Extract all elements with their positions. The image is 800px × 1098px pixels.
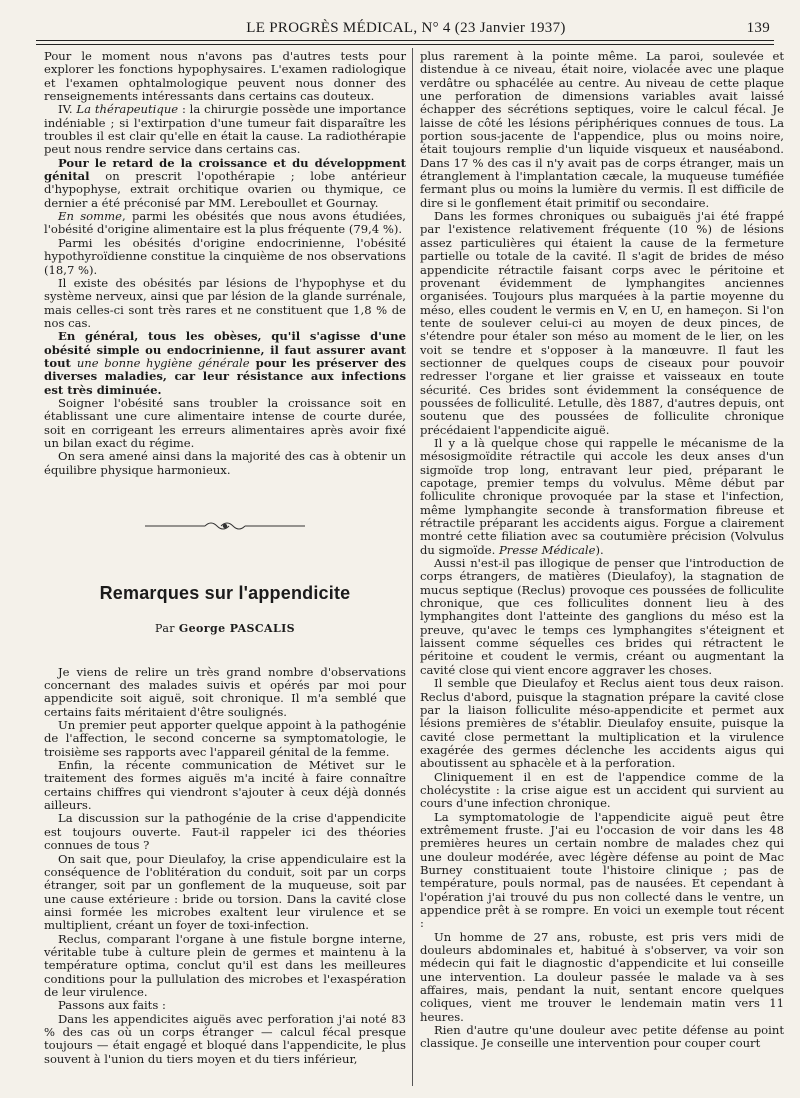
- paragraph: plus rarement à la pointe même. La paroi, soulevée et distendue à ce niveau, était noire, violacée avec une plaque verdâtre ou sphacélée au centre. Au niveau de cette plaque une perforation de dimensions variables avait laissé échapper des sécrétions septiques, voire le calcul fécal. Je laisse de côté les lésions périphériques connues de tous. La portion sous-jacente de l'appendice, plus ou moins noire, était toujours remplie d'un liquide visqueux et nauséabond. Dans 17 % des cas il n'y avait pas de corps étranger, mais un étranglement à l'implantation cæcale, la muqueuse tuméfiée fermant plus ou moins la lumière du vermis. Il est difficile de dire si le gonflement était primitif ou secondaire.: [420, 49, 784, 210]
- paragraph: On sait que, pour Dieulafoy, la crise appendiculaire est la conséquence de l'oblitération du conduit, soit par un corps étranger, soit par un gonflement de la muqueuse, soit par une cause extérieure : bride ou torsion. Dans la cavité close ainsi formée les microbes exaltent leur virulence et se multiplient, créant un foyer de toxi-infection.: [44, 851, 406, 933]
- journal-title: LE PROGRÈS MÉDICAL, N° 4 (23 Janvier 1937): [246, 20, 566, 36]
- paragraph: La symptomatologie de l'appendicite aiguë peut être extrêmement fruste. J'ai eu l'occasion de voir dans les 48 premières heures un certain nombre de malades chez qui une douleur modérée, avec légère défense au point de Mac Burney constituaient toute l'histoire clinique ; pas de température, pouls normal, pas de nausées. Et cependant à l'opération j'ai trouvé du pus non collecté dans le ventre, un appendice prêt à se rompre. En voici un exemple tout récent :: [420, 809, 784, 931]
- right-column: [420, 50, 784, 1051]
- running-header: [42, 14, 770, 42]
- page-number: 139: [746, 20, 770, 36]
- paragraph: Cliniquement il en est de l'appendice comme de la cholécystite : la crise aigue est un accident qui survient au cours d'une infection chronique.: [420, 769, 784, 811]
- paragraph: Passons aux faits :: [58, 998, 166, 1013]
- header-rule: [36, 40, 774, 45]
- paragraph: Parmi les obésités d'origine endocrinienne, l'obésité hypothyroïdienne constitue la cinquième de nos observations (18,7 %).: [44, 235, 406, 277]
- paragraph: Soigner l'obésité sans troubler la croissance soit en établissant une cure alimentaire intense de courte durée, soit en corrigeant les erreurs alimentaires après avoir fixé un bilan exact du régime.: [44, 395, 406, 450]
- paragraph: Enfin, la récente communication de Métivet sur le traitement des formes aiguës m'a incité à faire connaître certains chiffres qui viendront s'ajouter à ceux déjà donnés ailleurs.: [44, 758, 406, 813]
- paragraph: Pour le moment nous n'avons pas d'autres tests pour explorer les fonctions hypophysaires. L'examen radiologique et l'examen ophtalmologique peuvent nous donner des renseignements intéressants dans certains cas douteux.: [44, 49, 406, 104]
- paragraph: IV. La thérapeutique : la chirurgie possède une importance indéniable ; si l'extirpation d'une tumeur fait disparaître les troubles il est clair qu'elle en était la cause. La radiothérapie peut nous rendre service dans certains cas.: [44, 102, 406, 157]
- paragraph: Il existe des obésités par lésions de l'hypophyse et du système nerveux, ainsi que par lésion de la glande surrénale, mais celles-ci sont très rares et ne constituent que 1,8 % de nos cas.: [44, 275, 406, 330]
- paragraph: Il semble que Dieulafoy et Reclus aient tous deux raison. Reclus d'abord, puisque la stagnation prépare la cavité close par la liaison folliculite méso-appendicite et permet aux lésions premières de s'établir. Dieulafoy ensuite, puisque la cavité close permettant la multiplication et la virulence exagérée des germes déclenche les accidents aigus qui aboutissent au sphacèle et à la perforation.: [420, 676, 784, 771]
- byline: Par George PASCALIS: [155, 622, 295, 636]
- paragraph: Il y a là quelque chose qui rappelle le mécanisme de la mésosigmoïdite rétractile qui accole les deux anses d'un sigmoïde trop long, entravant leur pied, préparant le capotage, premier temps du volvulus. Même début par folliculite chronique provoquée par la stase et l'infection, même lymphangite seconde à transformation fibreuse et rétractile préparant les accidents aigus. Forgue a clairement montré cette filiation avec sa coutumière précision (Volvulus du sigmoïde. Presse Médicale).: [420, 435, 784, 557]
- paragraph: En somme, parmi les obésités que nous avons étudiées, l'obésité d'origine alimentaire est la plus fréquente (79,4 %).: [44, 209, 406, 237]
- paragraph: Un homme de 27 ans, robuste, est pris vers midi de douleurs abdominales et, habitué à s'observer, va voir son médecin qui fait le diagnostic d'appendicite et lui conseille une intervention. La douleur passée le malade va à ses affaires, mais, pendant la nuit, sentant encore quelques coliques, vient me trouver le lendemain matin vers 11 heures.: [420, 929, 784, 1024]
- paragraph: Dans les formes chroniques ou subaiguës j'ai été frappé par l'existence relativement fréquente (10 %) de lésions assez particulières qui étaient la cause de la fermeture partielle ou totale de la cavité. Il s'agit de brides de méso appendicite rétractile faisant corps avec le péritoine et provenant évidemment de lymphangites anciennes organisées. Toujours plus marquées à la partie moyenne du méso, elles coudent le vermis en V, en U, en hameçon. Si l'on tente de soulever celui-ci au moyen de deux pinces, de s'étendre pour étaler son méso au moment de le lier, on les voit se tendre et s'opposer à la manœuvre. Il faut les sectionner de quelques coups de ciseaux pour pouvoir redresser l'organe et lier graisse et vaisseaux en toute sécurité. Ces brides sont évidemment la conséquence de poussées de folliculité. Letulle, dès 1887, d'autres depuis, ont soutenu que des poussées de folliculite chronique précédaient l'appendicite aiguë.: [420, 209, 784, 437]
- paragraph: Je viens de relire un très grand nombre d'observations concernant des malades suivis et opérés par moi pour appendicite soit aiguë, soit chronique. Il m'a semblé que certains faits méritaient d'être soulignés.: [44, 664, 406, 719]
- paragraph: Un premier peut apporter quelque appoint à la pathogénie de l'affection, le second concerne sa symptomatologie, le troisième ses rapports avec l'appareil génital de la femme.: [44, 718, 406, 759]
- paragraph: Dans les appendicites aiguës avec perforation j'ai noté 83 % des cas où un corps étranger — calcul fécal presque toujours — était engagé et bloqué dans l'appendicite, le plus souvent à l'union du tiers moyen et du tiers inférieur,: [44, 1011, 406, 1066]
- paragraph: Rien d'autre qu'une douleur avec petite défense au point classique. Je conseille une intervention pour couper court: [420, 1023, 784, 1051]
- left-column: [44, 50, 406, 1066]
- paragraph: En général, tous les obèses, qu'il s'agisse d'une obésité simple ou endocrinienne, il faut assurer avant tout une bonne hygiène générale pour les préserver des diverses maladies, car leur résistance aux infections est très diminuée.: [44, 329, 406, 397]
- column-divider: [412, 48, 413, 1086]
- paragraph: La discussion sur la pathogénie de la crise d'appendicite est toujours ouverte. Faut-il rappeler ici des théories connues de tous ?: [44, 811, 406, 853]
- paragraph: Pour le retard de la croissance et du développment génital on prescrit l'opothérapie ; lobe antérieur d'hypophyse, extrait orchitique ovarien ou thymique, ce dernier a été préconisé par MM. Lereboullet et Gournay.: [44, 155, 406, 210]
- paragraph: On sera amené ainsi dans la majorité des cas à obtenir un équilibre physique harmonieux.: [44, 449, 406, 477]
- ornament-divider: [145, 519, 305, 533]
- paragraph: Aussi n'est-il pas illogique de penser que l'introduction de corps étrangers, de matières (Dieulafoy), la stagnation de mucus septique (Reclus) provoque ces poussées de folliculite chronique, que ces folliculites donnent lieu à des lymphangites dont l'atteinte des ganglions du méso est la preuve, qu'avec le temps ces lymphangites s'éteignent et laissent comme séquelles ces brides qui rétractent le péritoine et coudent le vermis, créant ou augmentant la cavité close qui vient encore aggraver les choses.: [420, 556, 784, 677]
- article-title: Remarques sur l'appendicite: [99, 583, 351, 603]
- paragraph: Reclus, comparant l'organe à une fistule borgne interne, véritable tube à culture plein de germes et maintenu à la température optima, conclut qu'il est dans les meilleures conditions pour la pullulation des microbes et l'exaspération de leur virulence.: [44, 931, 406, 999]
